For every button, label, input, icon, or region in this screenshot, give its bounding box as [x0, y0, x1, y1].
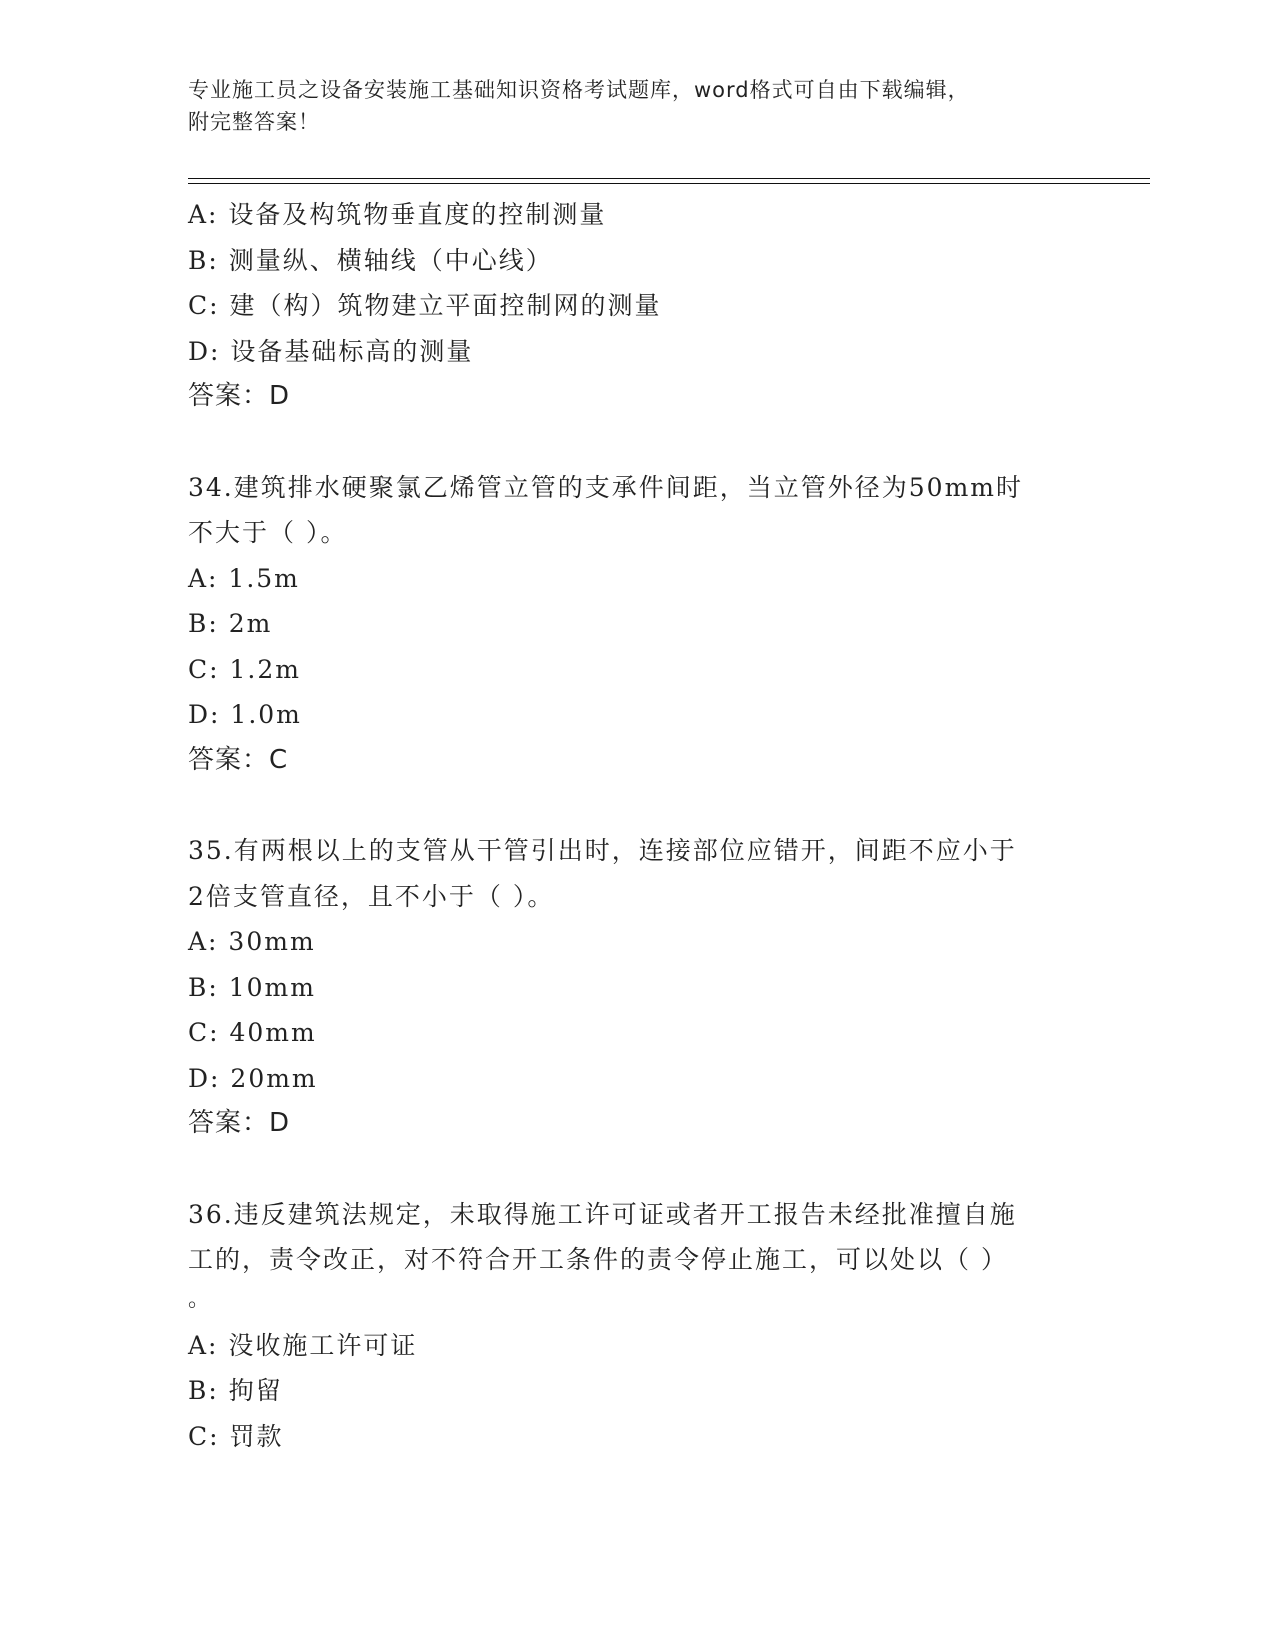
- spacer: [188, 420, 1068, 465]
- option-b: B: 2m: [188, 609, 273, 638]
- question-block-34: [188, 465, 1068, 784]
- option-c: C: 建（构）筑物建立平面控制网的测量: [188, 291, 662, 320]
- answer-label: 答案：D: [188, 1108, 291, 1138]
- option-a: A: 没收施工许可证: [188, 1330, 418, 1360]
- header-line-2: 附完整答案！: [188, 110, 320, 134]
- option-a: A: 1.5m: [188, 563, 300, 593]
- option-c: C: 40mm: [188, 1018, 317, 1047]
- option-d: D: 设备基础标高的测量: [188, 336, 474, 366]
- option-b: B: 测量纵、横轴线（中心线）: [188, 245, 553, 275]
- option-d: D: 1.0m: [188, 700, 302, 729]
- spacer: [188, 1147, 1068, 1192]
- header-divider-top: [188, 178, 1150, 179]
- question-text-line-2: 工的，责令改正，对不符合开工条件的责令停止施工，可以处以（ ）: [188, 1245, 1008, 1274]
- question-text-line-1: 36.违反建筑法规定，未取得施工许可证或者开工报告未经批准擅自施: [188, 1199, 1017, 1229]
- header-line-1: 专业施工员之设备安装施工基础知识资格考试题库，word格式可自由下载编辑，: [188, 78, 970, 102]
- question-text-line-2: 不大于（ ）。: [188, 518, 348, 547]
- header-divider-bottom: [188, 183, 1150, 184]
- question-block-36: [188, 1192, 1068, 1460]
- question-text-line-2: 2倍支管直径，且不小于（ ）。: [188, 881, 555, 911]
- option-a: A: 30mm: [188, 927, 316, 956]
- question-content: [188, 192, 1068, 1459]
- option-a: A: 设备及构筑物垂直度的控制测量: [188, 200, 607, 229]
- option-c: C: 罚款: [188, 1421, 284, 1451]
- question-text-line-3: 。: [188, 1286, 213, 1312]
- question-block-35: [188, 828, 1068, 1147]
- question-text-line-1: 34.建筑排水硬聚氯乙烯管立管的支承件间距，当立管外径为50mm时: [188, 472, 1023, 502]
- question-text-line-1: 35.有两根以上的支管从干管引出时，连接部位应错开，间距不应小于: [188, 836, 1017, 865]
- option-b: B: 拘留: [188, 1376, 283, 1405]
- question-block-33: [188, 192, 1068, 420]
- option-c: C: 1.2m: [188, 654, 301, 684]
- option-b: B: 10mm: [188, 972, 316, 1002]
- spacer: [188, 783, 1068, 828]
- answer-label: 答案：D: [188, 381, 291, 411]
- document-header: [188, 74, 1068, 138]
- answer-label: 答案：C: [188, 744, 289, 775]
- option-d: D: 20mm: [188, 1063, 318, 1093]
